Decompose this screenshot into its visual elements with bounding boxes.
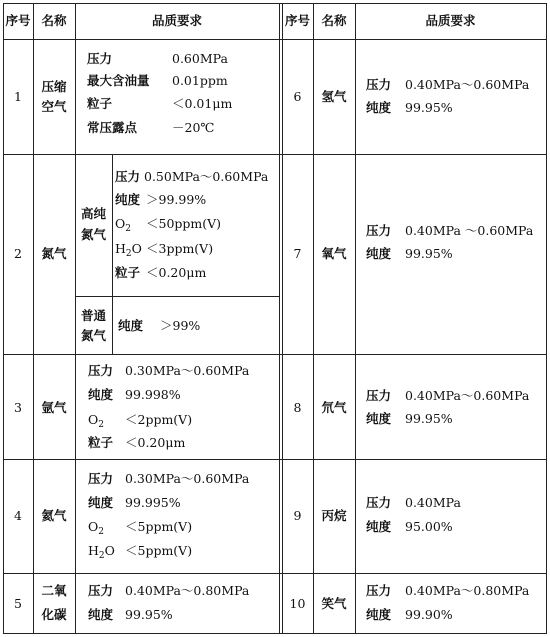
table-border-top: [3, 3, 547, 4]
req-value: ＜0.20μm: [125, 435, 186, 450]
row-no: 2: [14, 246, 22, 261]
gas-name: 氮气: [41, 246, 67, 261]
req-key: $O_2$: [115, 216, 131, 234]
req-key: 压力: [87, 51, 113, 66]
req-value: 0.30MPa～0.60MPa: [125, 471, 250, 486]
gas-name: 空气: [41, 99, 67, 114]
req-key: 压力: [88, 583, 114, 598]
row-no: 10: [289, 596, 306, 611]
req-value: ＞99.99%: [146, 192, 207, 207]
req-value: 99.95%: [405, 100, 453, 115]
req-key: 压力: [88, 363, 114, 378]
req-key: 纯度: [366, 607, 392, 622]
sub-gas-name: 高纯: [80, 206, 106, 221]
row-no: 7: [293, 246, 302, 261]
req-value: －20℃: [172, 120, 215, 135]
table-border-right: [546, 3, 547, 634]
req-value: 99.95%: [125, 607, 173, 622]
gas-name: 二氧: [41, 583, 67, 598]
req-value: ＜5ppm(V): [125, 543, 193, 558]
header-divider: [3, 39, 547, 40]
col-divider: [33, 3, 34, 634]
req-key: 纯度: [88, 607, 114, 622]
gas-name: 化碳: [41, 607, 67, 622]
req-key: 粒子: [87, 96, 113, 111]
row-divider: [3, 459, 547, 460]
req-value: 99.95%: [405, 246, 453, 261]
req-key: 压力: [366, 77, 392, 92]
sub-gas-name: 氮气: [80, 227, 106, 242]
req-key: 纯度: [366, 519, 392, 534]
req-value: 0.40MPa～0.60MPa: [405, 77, 530, 92]
req-key: 粒子: [115, 265, 141, 280]
gas-name: 氦气: [41, 508, 67, 523]
header-name: 名称: [41, 13, 67, 28]
row-divider: [3, 154, 547, 155]
req-key: 压力: [366, 495, 392, 510]
req-key: 压力: [88, 471, 114, 486]
req-key: $H_2O$: [88, 543, 115, 561]
col-divider: [355, 3, 356, 634]
req-value: 99.995%: [125, 495, 181, 510]
col-divider-center: [279, 3, 280, 634]
row-no: 8: [293, 400, 302, 415]
req-key: 纯度: [88, 495, 114, 510]
gas-name: 丙烷: [321, 508, 347, 523]
req-value: ＜2ppm(V): [125, 412, 193, 427]
subcol-divider: [112, 154, 113, 354]
row-no: 3: [14, 400, 22, 415]
gas-name: 氘气: [321, 400, 347, 415]
req-key: 纯度: [366, 246, 392, 261]
req-value: 0.30MPa～0.60MPa: [125, 363, 250, 378]
gas-name: 笑气: [321, 596, 347, 611]
req-key: 纯度: [366, 411, 392, 426]
gas-name: 氩气: [41, 400, 67, 415]
req-value: ＞99%: [160, 318, 201, 333]
req-key: 纯度: [88, 387, 114, 402]
req-value: 0.50MPa～0.60MPa: [144, 169, 269, 184]
gas-name: 压缩: [41, 79, 67, 94]
req-value: ＜5ppm(V): [125, 519, 193, 534]
header-no: 序号: [5, 13, 31, 28]
sub-gas-name: 普通: [80, 308, 106, 323]
header-req: 品质要求: [425, 13, 476, 28]
header-req: 品质要求: [151, 13, 202, 28]
req-value: ＜50ppm(V): [146, 216, 222, 231]
req-key: 常压露点: [87, 120, 138, 135]
req-key: 压力: [115, 169, 141, 184]
req-value: 0.60MPa: [172, 51, 228, 66]
req-key: 压力: [366, 223, 392, 238]
req-key: 压力: [366, 388, 392, 403]
req-value: 99.998%: [125, 387, 181, 402]
req-value: ＜0.20μm: [146, 265, 207, 280]
req-key: 纯度: [115, 192, 141, 207]
req-value: 0.40MPa ～0.60MPa: [405, 223, 534, 238]
req-value: ＜0.01μm: [172, 96, 233, 111]
req-key: $O_2$: [88, 412, 104, 430]
row-no: 1: [14, 89, 22, 104]
req-key: 压力: [366, 583, 392, 598]
sub-gas-name: 氮气: [80, 328, 106, 343]
req-value: ＜3ppm(V): [146, 241, 214, 256]
row-no: 6: [293, 89, 302, 104]
table-border-bottom: [3, 633, 547, 634]
req-value: 0.40MPa～0.80MPa: [405, 583, 530, 598]
row-no: 4: [14, 508, 22, 523]
req-key: $H_2O$: [115, 241, 142, 259]
req-value: 99.95%: [405, 411, 453, 426]
row-divider: [3, 354, 547, 355]
header-no: 序号: [284, 13, 310, 28]
req-key: 纯度: [366, 100, 392, 115]
req-key: 最大含油量: [87, 73, 150, 88]
req-key: $O_2$: [88, 519, 104, 537]
row-no: 9: [293, 508, 302, 523]
header-name: 名称: [321, 13, 347, 28]
req-value: 0.40MPa～0.60MPa: [405, 388, 530, 403]
req-value: 99.90%: [405, 607, 453, 622]
gas-name: 氢气: [321, 89, 347, 104]
req-value: 0.40MPa: [405, 495, 461, 510]
req-key: 粒子: [88, 435, 114, 450]
req-key: 纯度: [118, 318, 144, 333]
req-value: 0.01ppm: [172, 73, 228, 88]
subrow-divider: [75, 296, 279, 297]
req-value: 95.00%: [405, 519, 453, 534]
row-divider: [3, 573, 547, 574]
gas-name: 氧气: [321, 246, 347, 261]
req-value: 0.40MPa～0.80MPa: [125, 583, 250, 598]
row-no: 5: [14, 596, 22, 611]
